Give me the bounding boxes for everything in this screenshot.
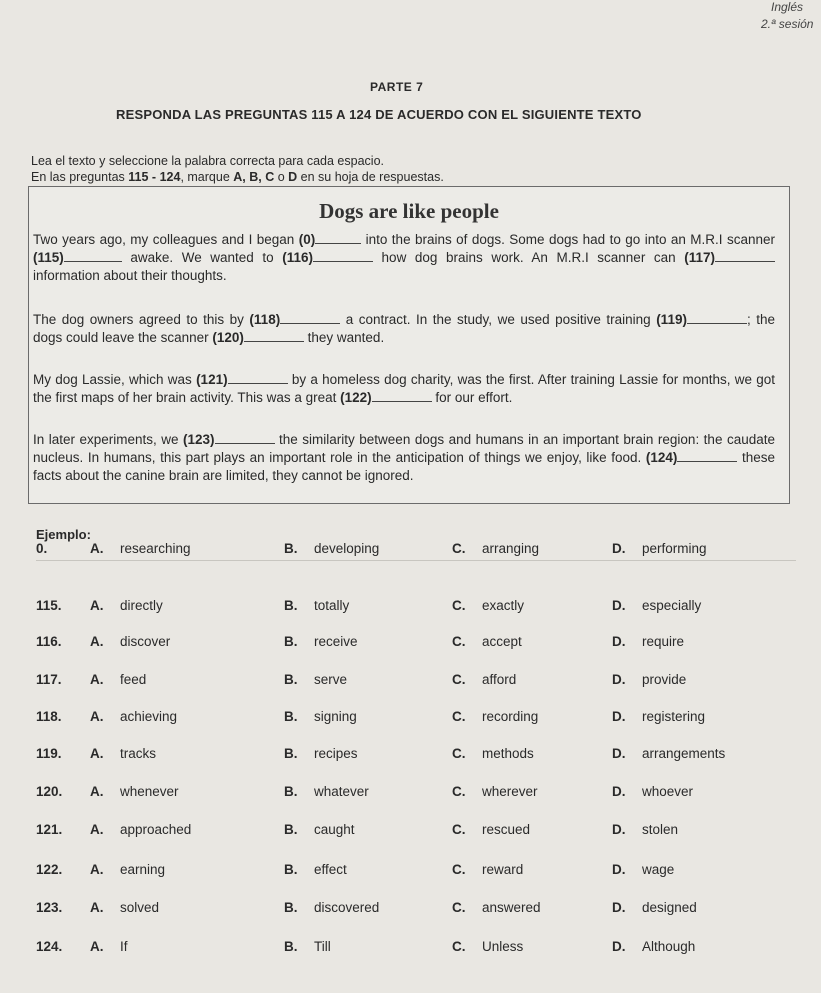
option-letter: D. — [612, 939, 626, 954]
question-row — [0, 746, 821, 768]
option-d[interactable] — [612, 598, 701, 613]
option-word: tracks — [120, 746, 157, 761]
question-row — [0, 939, 821, 961]
option-word: discovered — [314, 900, 380, 915]
option-letter: C. — [452, 784, 466, 799]
option-letter: C. — [452, 746, 466, 761]
question-number: 120. — [36, 784, 63, 799]
option-letter: A. — [90, 939, 104, 954]
option-word: receive — [314, 634, 358, 649]
option-d[interactable] — [612, 900, 697, 915]
session-label: 2.ª sesión — [761, 17, 814, 31]
option-letter: B. — [284, 862, 298, 877]
option-word: caught — [314, 822, 355, 837]
option-c[interactable] — [452, 672, 516, 687]
option-letter: C. — [452, 672, 466, 687]
option-b[interactable] — [284, 900, 379, 915]
option-d[interactable] — [612, 709, 705, 724]
option-letter: B. — [284, 939, 298, 954]
option-word: Unless — [482, 939, 524, 954]
question-row — [0, 822, 821, 844]
option-b[interactable] — [284, 784, 369, 799]
question-number: 116. — [36, 634, 62, 649]
option-word: signing — [314, 709, 357, 724]
option-word: achieving — [120, 709, 178, 724]
option-word: Although — [642, 939, 696, 954]
option-letter: A. — [90, 862, 104, 877]
option-c[interactable] — [452, 784, 538, 799]
option-a[interactable] — [90, 541, 191, 556]
option-word: rescued — [482, 822, 531, 837]
question-row — [0, 672, 821, 694]
question-number: 122. — [36, 862, 63, 877]
option-word: whenever — [120, 784, 179, 799]
option-letter: C. — [452, 598, 466, 613]
instructions-line-1: Lea el texto y seleccione la palabra correcta para cada espacio. — [31, 154, 384, 168]
option-letter: D. — [612, 746, 626, 761]
question-row — [0, 709, 821, 731]
option-letter: C. — [452, 634, 466, 649]
paragraph-1: Two years ago, my colleagues and I began (0) into the brains of dogs. Some dogs had to go into an M.R.I scanner (115) awake. We wanted to (116) how dog brains work. An M.R.I scanner can (117) information about their thoughts. — [33, 232, 775, 283]
option-letter: D. — [612, 709, 626, 724]
option-d[interactable] — [612, 541, 707, 556]
paragraph-2: The dog owners agreed to this by (118) a contract. In the study, we used positive training (119) ; the dogs could leave the scanner (120) they wanted. — [33, 312, 775, 345]
option-a[interactable] — [90, 746, 156, 761]
option-word: especially — [642, 598, 702, 613]
option-b[interactable] — [284, 862, 347, 877]
option-d[interactable] — [612, 939, 695, 954]
option-d[interactable] — [612, 862, 674, 877]
option-word: arranging — [482, 541, 540, 556]
option-d[interactable] — [612, 784, 693, 799]
option-word: accept — [482, 634, 522, 649]
option-letter: B. — [284, 541, 298, 556]
question-row — [0, 862, 821, 884]
option-word: totally — [314, 598, 350, 613]
option-letter: B. — [284, 784, 298, 799]
option-word: approached — [120, 822, 192, 837]
option-letter: D. — [612, 784, 626, 799]
question-row — [0, 598, 821, 620]
option-b[interactable] — [284, 541, 379, 556]
option-c[interactable] — [452, 939, 523, 954]
option-letter: A. — [90, 634, 104, 649]
option-c[interactable] — [452, 822, 530, 837]
option-a[interactable] — [90, 709, 177, 724]
option-letter: A. — [90, 709, 104, 724]
option-word: answered — [482, 900, 541, 915]
option-letter: C. — [452, 709, 466, 724]
option-letter: D. — [612, 541, 626, 556]
option-a[interactable] — [90, 822, 191, 837]
option-letter: D. — [612, 598, 626, 613]
option-c[interactable] — [452, 541, 539, 556]
option-letter: B. — [284, 709, 298, 724]
option-letter: D. — [612, 862, 626, 877]
option-b[interactable] — [284, 672, 347, 687]
option-letter: A. — [90, 672, 104, 687]
option-word: Till — [314, 939, 331, 954]
option-b[interactable] — [284, 822, 355, 837]
option-c[interactable] — [452, 709, 538, 724]
option-letter: D. — [612, 822, 626, 837]
option-word: feed — [120, 672, 147, 687]
option-letter: A. — [90, 598, 104, 613]
option-letter: B. — [284, 634, 298, 649]
question-row — [0, 784, 821, 806]
option-d[interactable] — [612, 746, 725, 761]
option-word: whoever — [642, 784, 694, 799]
option-word: wherever — [482, 784, 538, 799]
question-number: 124. — [36, 939, 63, 954]
option-letter: B. — [284, 598, 298, 613]
option-c[interactable] — [452, 746, 534, 761]
option-word: wage — [642, 862, 675, 877]
option-letter: D. — [612, 672, 626, 687]
question-number: 119. — [36, 746, 62, 761]
option-word: discover — [120, 634, 171, 649]
option-letter: C. — [452, 822, 466, 837]
option-word: afford — [482, 672, 517, 687]
option-word: effect — [314, 862, 347, 877]
option-word: performing — [642, 541, 707, 556]
option-word: If — [120, 939, 128, 954]
option-word: serve — [314, 672, 348, 687]
option-a[interactable] — [90, 598, 163, 613]
option-word: arrangements — [642, 746, 726, 761]
option-letter: B. — [284, 672, 298, 687]
option-a[interactable] — [90, 672, 146, 687]
option-word: researching — [120, 541, 191, 556]
option-letter: B. — [284, 822, 298, 837]
option-word: developing — [314, 541, 380, 556]
option-word: earning — [120, 862, 166, 877]
option-letter: C. — [452, 900, 466, 915]
option-letter: A. — [90, 784, 104, 799]
option-word: recipes — [314, 746, 358, 761]
option-word: solved — [120, 900, 160, 915]
instructions-title: RESPONDA LAS PREGUNTAS 115 A 124 DE ACUERDO CON EL SIGUIENTE TEXTO — [116, 107, 642, 122]
option-c[interactable] — [452, 900, 541, 915]
option-b[interactable] — [284, 939, 331, 954]
option-a[interactable] — [90, 862, 165, 877]
option-a[interactable] — [90, 634, 170, 649]
option-b[interactable] — [284, 634, 358, 649]
reading-title: Dogs are like people — [319, 199, 499, 223]
option-letter: B. — [284, 746, 298, 761]
option-letter: C. — [452, 862, 466, 877]
question-number: 121. — [36, 822, 63, 837]
option-letter: B. — [284, 900, 298, 915]
option-d[interactable] — [612, 822, 678, 837]
instructions-line-2: En las preguntas 115 - 124, marque A, B, C o D en su hoja de respuestas. — [31, 170, 444, 184]
option-letter: A. — [90, 822, 104, 837]
question-number: 115. — [36, 598, 62, 613]
question-row — [0, 900, 821, 922]
subject-label: Inglés — [771, 0, 804, 14]
option-word: provide — [642, 672, 687, 687]
option-letter: D. — [612, 900, 626, 915]
option-c[interactable] — [452, 598, 524, 613]
reading-text-box — [28, 186, 790, 504]
option-letter: C. — [452, 541, 466, 556]
question-number: 117. — [36, 672, 62, 687]
question-row — [0, 634, 821, 656]
option-word: whatever — [314, 784, 369, 799]
option-b[interactable] — [284, 709, 357, 724]
option-word: recording — [482, 709, 539, 724]
option-c[interactable] — [452, 634, 522, 649]
example-label: Ejemplo: — [36, 527, 91, 542]
example-row — [0, 541, 821, 563]
option-word: registering — [642, 709, 706, 724]
paragraph-3: My dog Lassie, which was (121) by a homeless dog charity, was the first. After training Lassie for months, we got the first maps of her brain activity. This was a great (122) for our effort. — [33, 372, 775, 405]
option-word: exactly — [482, 598, 525, 613]
option-d[interactable] — [612, 634, 684, 649]
option-letter: A. — [90, 541, 104, 556]
option-letter: C. — [452, 939, 466, 954]
option-a[interactable] — [90, 900, 159, 915]
paragraph-4: In later experiments, we (123) the similarity between dogs and humans in an important brain region: the caudate nucleus. In humans, this part plays an important role in the anticipation of things we enjoy, like food. (124) these facts about the canine brain are limited, they cannot be ignored. — [33, 432, 776, 483]
question-number: 0. — [36, 541, 48, 556]
option-word: methods — [482, 746, 534, 761]
option-letter: A. — [90, 746, 104, 761]
option-c[interactable] — [452, 862, 523, 877]
question-number: 123. — [36, 900, 63, 915]
option-word: require — [642, 634, 685, 649]
option-letter: D. — [612, 634, 626, 649]
option-a[interactable] — [90, 784, 179, 799]
option-b[interactable] — [284, 598, 349, 613]
option-d[interactable] — [612, 672, 686, 687]
option-word: designed — [642, 900, 697, 915]
option-b[interactable] — [284, 746, 358, 761]
option-a[interactable] — [90, 939, 128, 954]
option-word: reward — [482, 862, 524, 877]
option-word: directly — [120, 598, 163, 613]
option-word: stolen — [642, 822, 679, 837]
part-title: PARTE 7 — [370, 80, 424, 94]
question-number: 118. — [36, 709, 62, 724]
option-letter: A. — [90, 900, 104, 915]
